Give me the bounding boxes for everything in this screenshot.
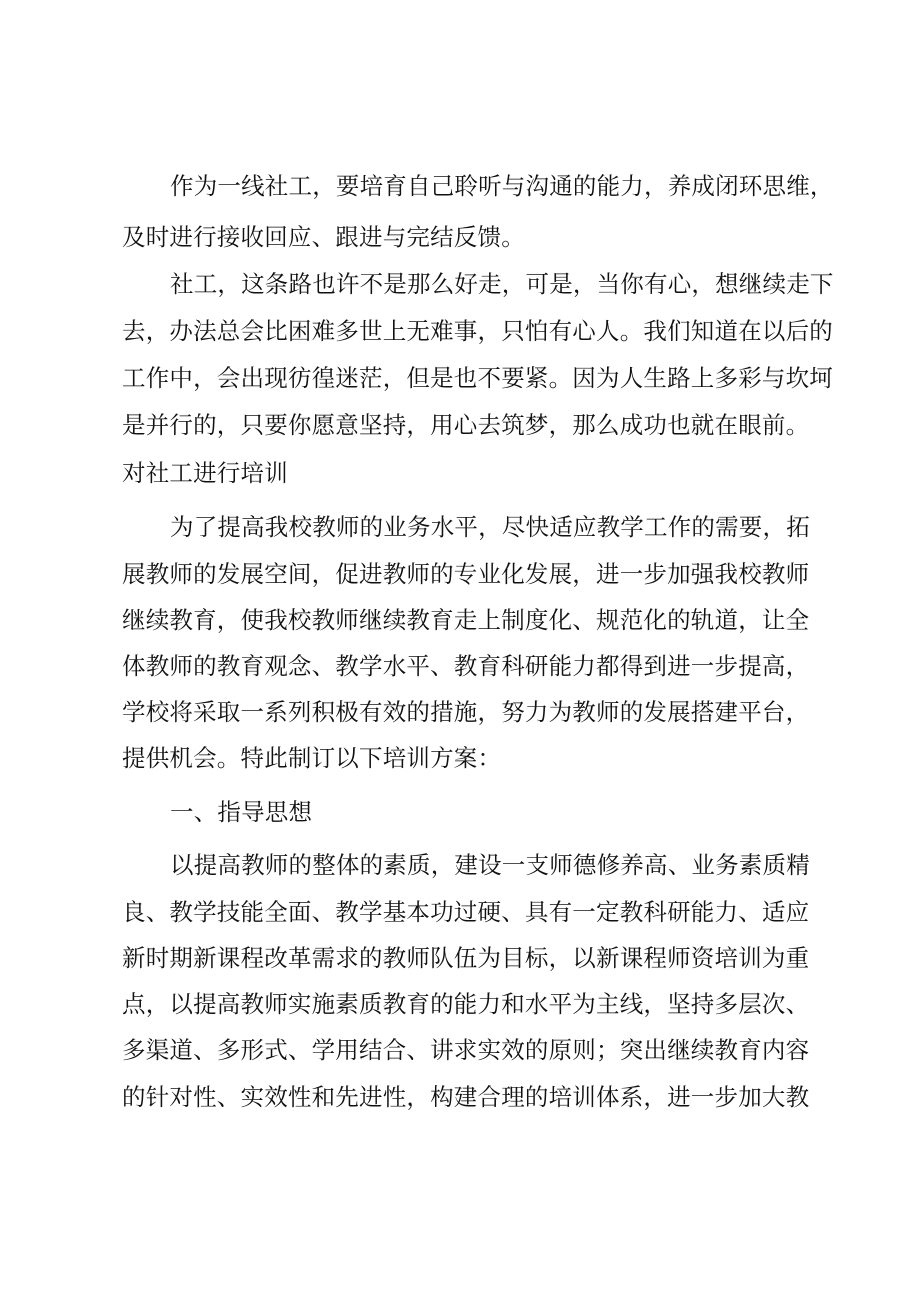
paragraph-line: 提供机会。特此制订以下培训方案： xyxy=(122,744,502,772)
paragraph-line: 是并行的，只要你愿意坚持，用心去筑梦，那么成功也就在眼前。 xyxy=(122,411,810,439)
paragraph-line: 点，以提高教师实施素质教育的能力和水平为主线，坚持多层次、 xyxy=(122,990,810,1018)
paragraph-line: 工作中，会出现彷徨迷茫，但是也不要紧。因为人生路上多彩与坎坷 xyxy=(122,364,833,392)
paragraph-line: 作为一线社工，要培育自己聆听与沟通的能力，养成闭环思维， xyxy=(170,172,834,200)
paragraph-line: 为了提高我校教师的业务水平，尽快适应教学工作的需要，拓 xyxy=(170,513,810,541)
section-heading: 对社工进行培训 xyxy=(122,459,288,487)
paragraph-line: 及时进行接收回应、跟进与完结反馈。 xyxy=(122,223,525,251)
paragraph-line: 良、教学技能全面、教学基本功过硬、具有一定教科研能力、适应 xyxy=(122,898,810,926)
paragraph-line: 社工，这条路也许不是那么好走，可是，当你有心，想继续走下 xyxy=(170,270,834,298)
paragraph-line: 新时期新课程改革需求的教师队伍为目标，以新课程师资培训为重 xyxy=(122,944,810,972)
paragraph-line: 继续教育，使我校教师继续教育走上制度化、规范化的轨道，让全 xyxy=(122,606,810,634)
paragraph-line: 去，办法总会比困难多世上无难事，只怕有心人。我们知道在以后的 xyxy=(122,317,833,345)
paragraph-line: 多渠道、多形式、学用结合、讲求实效的原则；突出继续教育内容 xyxy=(122,1036,810,1064)
paragraph-line: 的针对性、实效性和先进性，构建合理的培训体系，进一步加大教 xyxy=(122,1083,810,1111)
paragraph-line: 展教师的发展空间，促进教师的专业化发展，进一步加强我校教师 xyxy=(122,560,810,588)
paragraph-line: 以提高教师的整体的素质，建设一支师德修养高、业务素质精 xyxy=(170,851,810,879)
subsection-title: 一、指导思想 xyxy=(170,798,313,826)
paragraph-line: 体教师的教育观念、教学水平、教育科研能力都得到进一步提高， xyxy=(122,652,810,680)
paragraph-line: 学校将采取一系列积极有效的措施，努力为教师的发展搭建平台， xyxy=(122,698,810,726)
